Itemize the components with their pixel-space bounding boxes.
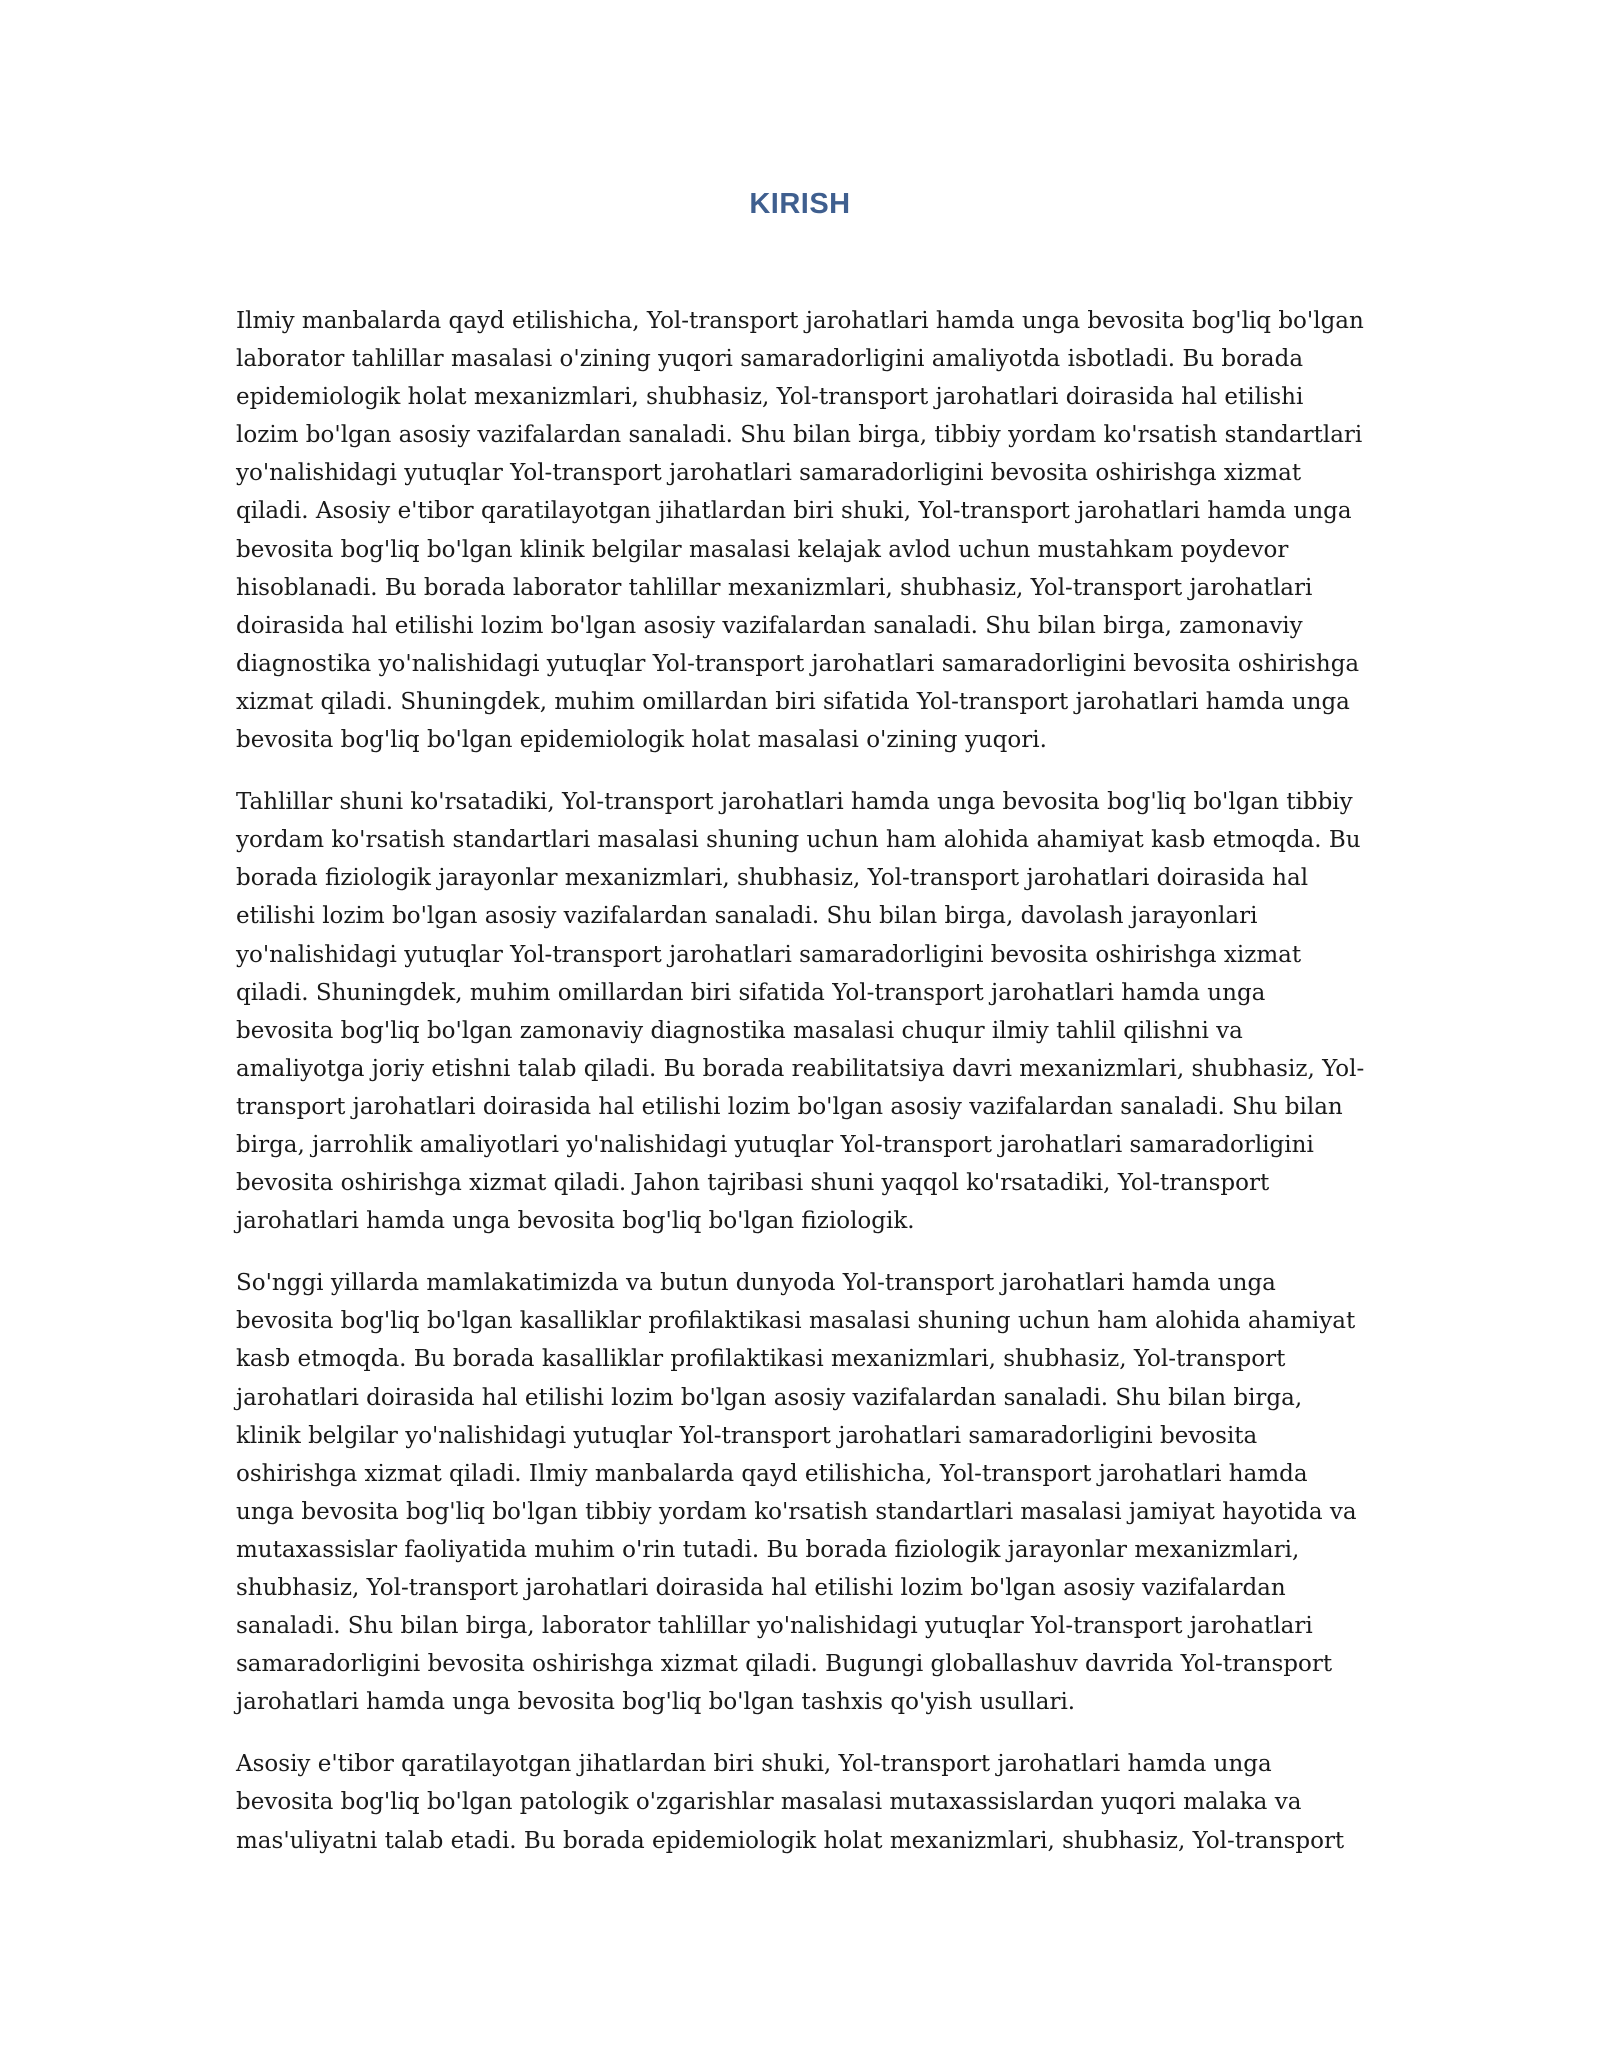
paragraph-3: So'nggi yillarda mamlakatimizda va butun dunyoda Yol-transport jarohatlari hamda unga bevosita bog'liq bo'lgan kasalliklar profilaktikasi masalasi shuning uchun ham alohida ahamiyat kasb etmoqda. Bu borada kasalliklar profilaktikasi mexanizmlari, shubhasiz, Yol-transport jarohatlari doirasida hal etilishi lozim bo'lgan asosiy vazifalardan sanaladi. Shu bilan birga, klinik belgilar yo'nalishidagi yutuqlar Yol-transport jarohatlari samaradorligini bevosita oshirishga xizmat qiladi. Ilmiy manbalarda qayd etilishicha, Yol-transport jarohatlari hamda unga bevosita bog'liq bo'lgan tibbiy yordam ko'rsatish standartlari masalasi jamiyat hayotida va mutaxassislar faoliyatida muhim o'rin tutadi. Bu borada fiziologik jarayonlar mexanizmlari, shubhasiz, Yol-transport jarohatlari doirasida hal etilishi lozim bo'lgan asosiy vazifalardan sanaladi. Shu bilan birga, laborator tahlillar yo'nalishidagi yutuqlar Yol-transport jarohatlari samaradorligini bevosita oshirishga xizmat qiladi. Bugungi globallashuv davrida Yol-transport jarohatlari hamda unga bevosita bog'liq bo'lgan tashxis qo'yish usullari.: [236, 1270, 1357, 1716]
paragraph-4: Asosiy e'tibor qaratilayotgan jihatlardan biri shuki, Yol-transport jarohatlari hamda unga bevosita bog'liq bo'lgan patologik o'zgarishlar masalasi mutaxassislardan yuqori malaka va mas'uliyatni talab etadi. Bu borada epidemiologik holat mexanizmlari, shubhasiz, Yol-transport: [236, 1751, 1345, 1854]
paragraph-2: Tahlillar shuni ko'rsatadiki, Yol-transport jarohatlari hamda unga bevosita bog'liq bo'lgan tibbiy yordam ko'rsatish standartlari masalasi shuning uchun ham alohida ahamiyat kasb etmoqda. Bu borada fiziologik jarayonlar mexanizmlari, shubhasiz, Yol-transport jarohatlari doirasida hal etilishi lozim bo'lgan asosiy vazifalardan sanaladi. Shu bilan birga, davolash jarayonlari yo'nalishidagi yutuqlar Yol-transport jarohatlari samaradorligini bevosita oshirishga xizmat qiladi. Shuningdek, muhim omillardan biri sifatida Yol-transport jarohatlari hamda unga bevosita bog'liq bo'lgan zamonaviy diagnostika masalasi chuqur ilmiy tahlil qilishni va amaliyotga joriy etishni talab qiladi. Bu borada reabilitatsiya davri mexanizmlari, shubhasiz, Yol-transport jarohatlari doirasida hal etilishi lozim bo'lgan asosiy vazifalardan sanaladi. Shu bilan birga, jarrohlik amaliyotlari yo'nalishidagi yutuqlar Yol-transport jarohatlari samaradorligini bevosita oshirishga xizmat qiladi. Jahon tajribasi shuni yaqqol ko'rsatadiki, Yol-transport jarohatlari hamda unga bevosita bog'liq bo'lgan fiziologik.: [236, 789, 1365, 1235]
paragraph-1: Ilmiy manbalarda qayd etilishicha, Yol-transport jarohatlari hamda unga bevosita bog'liq bo'lgan laborator tahlillar masalasi o'zining yuqori samaradorligini amaliyotda isbotladi. Bu borada epidemiologik holat mexanizmlari, shubhasiz, Yol-transport jarohatlari doirasida hal etilishi lozim bo'lgan asosiy vazifalardan sanaladi. Shu bilan birga, tibbiy yordam ko'rsatish standartlari yo'nalishidagi yutuqlar Yol-transport jarohatlari samaradorligini bevosita oshirishga xizmat qiladi. Asosiy e'tibor qaratilayotgan jihatlardan biri shuki, Yol-transport jarohatlari hamda unga bevosita bog'liq bo'lgan klinik belgilar masalasi kelajak avlod uchun mustahkam poydevor hisoblanadi. Bu borada laborator tahlillar mexanizmlari, shubhasiz, Yol-transport jarohatlari doirasida hal etilishi lozim bo'lgan asosiy vazifalardan sanaladi. Shu bilan birga, zamonaviy diagnostika yo'nalishidagi yutuqlar Yol-transport jarohatlari samaradorligini bevosita oshirishga xizmat qiladi. Shuningdek, muhim omillardan biri sifatida Yol-transport jarohatlari hamda unga bevosita bog'liq bo'lgan epidemiologik holat masalasi o'zining yuqori.: [236, 308, 1364, 754]
document-body: [236, 302, 1366, 1884]
page-title: KIRISH: [749, 188, 851, 220]
